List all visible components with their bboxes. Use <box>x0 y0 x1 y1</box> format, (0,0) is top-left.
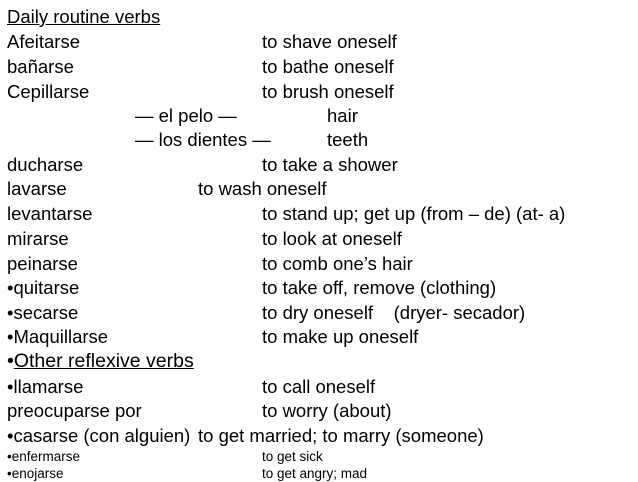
subheading <box>7 349 194 373</box>
spanish-term: •Maquillarse <box>7 326 109 347</box>
spanish-term: levantarse <box>7 203 93 224</box>
spanish-term: lavarse <box>7 178 67 199</box>
spanish-term: •llamarse <box>7 376 84 397</box>
english-translation: to brush oneself <box>262 81 394 102</box>
bullet: • <box>7 350 14 372</box>
english-translation: to get married; to marry (someone) <box>198 425 484 446</box>
spanish-term: •enojarse <box>7 466 64 481</box>
english-translation: to call oneself <box>262 376 376 397</box>
english-translation: to bathe oneself <box>262 56 394 77</box>
english-translation: to get angry; mad <box>262 466 368 481</box>
page-title: Daily routine verbs <box>7 6 161 27</box>
english-translation: to shave oneself <box>262 31 397 52</box>
english-translation: to get sick <box>262 449 323 464</box>
spanish-term: Cepillarse <box>7 81 90 102</box>
spanish-term: ducharse <box>7 154 84 175</box>
spanish-term: preocuparse por <box>7 400 142 421</box>
spanish-term: •casarse (con alguien) <box>7 425 191 446</box>
english-translation: to worry (about) <box>262 400 392 421</box>
english-translation: to stand up; get up (from – de) (at- a) <box>262 203 566 224</box>
spanish-subterm: — los dientes — <box>135 129 271 150</box>
spanish-term: •enfermarse <box>7 449 81 464</box>
english-translation: to make up oneself <box>262 326 419 347</box>
english-subterm: teeth <box>327 129 369 150</box>
english-translation: to wash oneself <box>198 178 327 199</box>
spanish-term: Afeitarse <box>7 31 81 52</box>
spanish-term: peinarse <box>7 253 78 274</box>
english-translation: to look at oneself <box>262 228 402 249</box>
subheading-text: Other reflexive verbs <box>13 350 194 372</box>
english-subterm: hair <box>327 105 358 126</box>
english-translation: to take a shower <box>262 154 398 175</box>
spanish-term: mirarse <box>7 228 69 249</box>
english-translation: to dry oneself (dryer- secador) <box>262 302 526 323</box>
spanish-term: •secarse <box>7 302 79 323</box>
spanish-term: •quitarse <box>7 277 80 298</box>
english-translation: to take off, remove (clothing) <box>262 277 497 298</box>
spanish-subterm: — el pelo — <box>135 105 237 126</box>
spanish-term: bañarse <box>7 56 74 77</box>
english-translation: to comb one’s hair <box>262 253 413 274</box>
